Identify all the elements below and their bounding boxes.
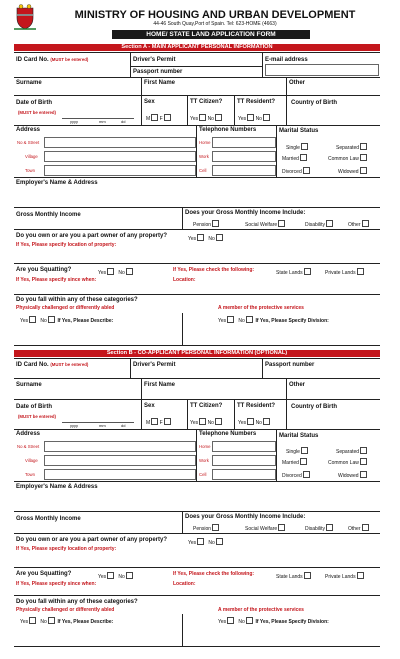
b-disability-label: Disability bbox=[305, 526, 326, 532]
first-name-label: First Name bbox=[144, 80, 176, 86]
town-label: Town bbox=[25, 168, 36, 173]
cell-phone-label: Cell bbox=[199, 168, 207, 173]
village-field[interactable] bbox=[44, 151, 196, 162]
squat-check-label: If Yes, Please check the following: bbox=[173, 267, 255, 273]
b-resident-no-checkbox[interactable] bbox=[263, 418, 270, 425]
dob-label: Date of Birth bbox=[16, 100, 52, 106]
b-cell-phone-field[interactable] bbox=[212, 469, 276, 480]
b-protective-yes-label: Yes bbox=[218, 619, 227, 625]
b-drivers-permit-label: Driver's Permit bbox=[133, 362, 176, 368]
widowed-checkbox[interactable] bbox=[360, 167, 367, 174]
yyyy-label: yyyy bbox=[70, 119, 78, 124]
b-separated-label: Separated bbox=[336, 449, 360, 455]
resident-yes-checkbox[interactable] bbox=[247, 114, 254, 121]
disability-checkbox[interactable] bbox=[326, 220, 333, 227]
categories-label: Do you fall within any of these categories? bbox=[16, 297, 138, 303]
b-phone-label: Telephone Numbers bbox=[199, 431, 257, 437]
b-cell-phone-label: Cell bbox=[199, 472, 207, 477]
sex-f-checkbox[interactable] bbox=[164, 114, 171, 121]
squat-yes-checkbox[interactable] bbox=[107, 268, 114, 275]
b-private-lands-checkbox[interactable] bbox=[357, 572, 364, 579]
b-protective-yes-checkbox[interactable] bbox=[227, 617, 234, 624]
social-welfare-label: Social Welfare bbox=[245, 222, 278, 228]
disability-label: Disability bbox=[305, 222, 326, 228]
b-tt-resident-label: TT Resident? bbox=[237, 403, 276, 409]
sex-label: Sex bbox=[144, 99, 155, 105]
b-street-field[interactable] bbox=[44, 441, 196, 452]
b-sex-f-label: F bbox=[159, 420, 163, 426]
b-protective-label: A member of the protective services bbox=[218, 607, 304, 613]
section-b-bar: Section B - CO-APPLICANT PERSONAL INFORMATION (OPTIONAL) bbox=[14, 350, 380, 357]
other-income-label: Other bbox=[348, 222, 361, 228]
b-single-checkbox[interactable] bbox=[301, 447, 308, 454]
own-property-label: Do you own or are you a part owner of any property? bbox=[16, 233, 168, 239]
common-law-checkbox[interactable] bbox=[360, 154, 367, 161]
property-no-checkbox[interactable] bbox=[216, 234, 223, 241]
b-mm-label: mm bbox=[99, 423, 106, 428]
id-card-label: ID Card No. bbox=[16, 57, 49, 63]
tt-resident-label: TT Resident? bbox=[237, 99, 276, 105]
dd-label: dd bbox=[121, 119, 126, 124]
divorced-checkbox[interactable] bbox=[303, 167, 310, 174]
resident-no-label: No bbox=[255, 116, 262, 122]
b-common-law-label: Common Law bbox=[328, 460, 359, 466]
cell-phone-field[interactable] bbox=[212, 165, 276, 176]
b-other-income-checkbox[interactable] bbox=[362, 524, 369, 531]
squat-yes-label: Yes bbox=[98, 270, 107, 276]
b-state-lands-label: State Lands bbox=[276, 574, 303, 580]
gross-include-label: Does your Gross Monthly Income Include: bbox=[185, 210, 306, 216]
b-married-label: Married bbox=[282, 460, 299, 466]
separated-label: Separated bbox=[336, 145, 360, 151]
b-divorced-label: Divorced bbox=[282, 473, 302, 479]
b-country-label: Country of Birth bbox=[291, 404, 337, 410]
b-physically-label: Physically challenged or differently abled bbox=[16, 607, 115, 613]
b-single-label: Single bbox=[286, 449, 300, 455]
own-specify-label: If Yes, Please specify location of property: bbox=[16, 242, 117, 248]
coat-of-arms-logo bbox=[14, 4, 36, 30]
b-physical-yes-label: Yes bbox=[20, 619, 29, 625]
b-dd-label: dd bbox=[121, 423, 126, 428]
b-protective-no-checkbox[interactable] bbox=[246, 617, 253, 624]
b-resident-yes-checkbox[interactable] bbox=[247, 418, 254, 425]
ministry-title: MINISTRY OF HOUSING AND URBAN DEVELOPMENT bbox=[74, 9, 356, 21]
b-gross-include-label: Does your Gross Monthly Income Include: bbox=[185, 514, 306, 520]
home-phone-field[interactable] bbox=[212, 137, 276, 148]
b-divorced-checkbox[interactable] bbox=[303, 471, 310, 478]
b-private-lands-label: Private Lands bbox=[325, 574, 356, 580]
physical-no-checkbox[interactable] bbox=[48, 316, 55, 323]
b-town-label: Town bbox=[25, 472, 36, 477]
pension-label: Pension bbox=[193, 222, 212, 228]
state-lands-label: State Lands bbox=[276, 270, 303, 276]
b-other-income-label: Other bbox=[348, 526, 361, 532]
b-town-field[interactable] bbox=[44, 469, 196, 480]
b-own-property-label: Do you own or are you a part owner of any property? bbox=[16, 537, 168, 543]
b-other-name-label: Other bbox=[289, 382, 306, 388]
b-citizen-yes-label: Yes bbox=[190, 420, 199, 426]
dob-must-note: (MUST be entered) bbox=[18, 110, 56, 115]
work-phone-field[interactable] bbox=[212, 151, 276, 162]
no-street-label: No & Street bbox=[17, 140, 40, 145]
b-squat-yes-label: Yes bbox=[98, 574, 107, 580]
gross-income-label: Gross Monthly Income bbox=[16, 212, 81, 218]
b-squat-no-checkbox[interactable] bbox=[126, 572, 133, 579]
citizen-yes-label: Yes bbox=[190, 116, 199, 122]
employer-label: Employer's Name & Address bbox=[16, 180, 98, 186]
b-sex-m-label: M bbox=[146, 420, 151, 426]
b-village-label: Village bbox=[25, 458, 38, 463]
b-own-specify-label: If Yes, Please specify location of property: bbox=[16, 546, 117, 552]
town-field[interactable] bbox=[44, 165, 196, 176]
sex-m-label: M bbox=[146, 116, 151, 122]
tt-citizen-label: TT Citizen? bbox=[190, 99, 223, 105]
single-checkbox[interactable] bbox=[301, 143, 308, 150]
b-division-label: If Yes, Please Specify Division: bbox=[255, 619, 329, 625]
b-squat-since-label: If Yes, Please specify since when: bbox=[16, 581, 97, 587]
property-no-label: No bbox=[208, 236, 215, 242]
b-property-no-label: No bbox=[208, 540, 215, 546]
ministry-address: 44-46 South Quay,Port of Spain. Tel: 623-HOME (4663) bbox=[153, 21, 277, 27]
b-employer-label: Employer's Name & Address bbox=[16, 484, 98, 490]
b-describe-label: If Yes, Please Describe: bbox=[57, 619, 114, 625]
division-label: If Yes, Please Specify Division: bbox=[255, 318, 329, 324]
surname-label: Surname bbox=[16, 80, 42, 86]
b-location-label: Location: bbox=[173, 581, 196, 587]
mm-label: mm bbox=[99, 119, 106, 124]
b-protective-no-label: No bbox=[238, 619, 245, 625]
b-must-entered-note: (MUST be entered) bbox=[50, 362, 89, 367]
b-squat-check-label: If Yes, Please check the following: bbox=[173, 571, 255, 577]
protective-yes-label: Yes bbox=[218, 318, 227, 324]
b-physical-yes-checkbox[interactable] bbox=[29, 617, 36, 624]
must-entered-note: (MUST be entered) bbox=[50, 57, 89, 62]
physical-yes-label: Yes bbox=[20, 318, 29, 324]
b-social-welfare-label: Social Welfare bbox=[245, 526, 278, 532]
married-label: Married bbox=[282, 156, 299, 162]
b-yyyy-label: yyyy bbox=[70, 423, 78, 428]
b-squatting-label: Are you Squatting? bbox=[16, 571, 72, 577]
citizen-yes-checkbox[interactable] bbox=[199, 114, 206, 121]
pension-checkbox[interactable] bbox=[212, 220, 219, 227]
b-no-street-label: No & Street bbox=[17, 444, 40, 449]
citizen-no-checkbox[interactable] bbox=[215, 114, 222, 121]
b-citizen-no-checkbox[interactable] bbox=[215, 418, 222, 425]
b-social-welfare-checkbox[interactable] bbox=[278, 524, 285, 531]
citizen-no-label: No bbox=[207, 116, 214, 122]
country-label: Country of Birth bbox=[291, 100, 337, 106]
street-field[interactable] bbox=[44, 137, 196, 148]
drivers-permit-label: Driver's Permit bbox=[133, 57, 176, 63]
b-citizen-yes-checkbox[interactable] bbox=[199, 418, 206, 425]
squatting-label: Are you Squatting? bbox=[16, 267, 72, 273]
physical-yes-checkbox[interactable] bbox=[29, 316, 36, 323]
b-sex-m-checkbox[interactable] bbox=[151, 418, 158, 425]
b-disability-checkbox[interactable] bbox=[326, 524, 333, 531]
b-common-law-checkbox[interactable] bbox=[360, 458, 367, 465]
b-resident-no-label: No bbox=[255, 420, 262, 426]
resident-no-checkbox[interactable] bbox=[263, 114, 270, 121]
b-married-checkbox[interactable] bbox=[300, 458, 307, 465]
b-sex-f-checkbox[interactable] bbox=[164, 418, 171, 425]
location-label: Location: bbox=[173, 277, 196, 283]
sex-m-checkbox[interactable] bbox=[151, 114, 158, 121]
b-physical-no-checkbox[interactable] bbox=[48, 617, 55, 624]
b-property-yes-checkbox[interactable] bbox=[197, 538, 204, 545]
protective-no-checkbox[interactable] bbox=[246, 316, 253, 323]
b-squat-yes-checkbox[interactable] bbox=[107, 572, 114, 579]
private-lands-label: Private Lands bbox=[325, 270, 356, 276]
b-dob-must-note: (MUST be entered) bbox=[18, 414, 56, 419]
b-categories-label: Do you fall within any of these categories? bbox=[16, 599, 138, 605]
b-widowed-label: Widowed bbox=[338, 473, 359, 479]
section-a-bar: Section A - MAIN APPLICANT PERSONAL INFORMATION bbox=[14, 44, 380, 51]
single-label: Single bbox=[286, 145, 300, 151]
b-work-phone-label: Work bbox=[199, 458, 209, 463]
b-separated-checkbox[interactable] bbox=[360, 447, 367, 454]
b-marital-label: Marital Status bbox=[279, 433, 319, 439]
b-state-lands-checkbox[interactable] bbox=[304, 572, 311, 579]
b-widowed-checkbox[interactable] bbox=[360, 471, 367, 478]
home-phone-label: Home bbox=[199, 140, 211, 145]
b-pension-checkbox[interactable] bbox=[212, 524, 219, 531]
separated-checkbox[interactable] bbox=[360, 143, 367, 150]
common-law-label: Common Law bbox=[328, 156, 359, 162]
other-income-checkbox[interactable] bbox=[362, 220, 369, 227]
divorced-label: Divorced bbox=[282, 169, 302, 175]
social-welfare-checkbox[interactable] bbox=[278, 220, 285, 227]
squat-no-label: No bbox=[118, 270, 125, 276]
protective-yes-checkbox[interactable] bbox=[227, 316, 234, 323]
b-village-field[interactable] bbox=[44, 455, 196, 466]
b-address-label: Address bbox=[16, 431, 41, 437]
email-field[interactable] bbox=[265, 64, 379, 76]
resident-yes-label: Yes bbox=[238, 116, 247, 122]
b-dob-label: Date of Birth bbox=[16, 404, 52, 410]
squat-since-label: If Yes, Please specify since when: bbox=[16, 277, 97, 283]
phone-label: Telephone Numbers bbox=[199, 127, 257, 133]
email-label: E-mail address bbox=[265, 57, 308, 63]
property-yes-checkbox[interactable] bbox=[197, 234, 204, 241]
sex-f-label: F bbox=[159, 116, 163, 122]
b-home-phone-field[interactable] bbox=[212, 441, 276, 452]
village-label: Village bbox=[25, 154, 38, 159]
b-resident-yes-label: Yes bbox=[238, 420, 247, 426]
b-surname-label: Surname bbox=[16, 382, 42, 388]
b-citizen-no-label: No bbox=[207, 420, 214, 426]
b-work-phone-field[interactable] bbox=[212, 455, 276, 466]
b-tt-citizen-label: TT Citizen? bbox=[190, 403, 223, 409]
b-physical-no-label: No bbox=[40, 619, 47, 625]
married-checkbox[interactable] bbox=[300, 154, 307, 161]
form-title: HOME/ STATE LAND APPLICATION FORM bbox=[112, 30, 310, 39]
physical-no-label: No bbox=[40, 318, 47, 324]
widowed-label: Widowed bbox=[338, 169, 359, 175]
b-id-card-label: ID Card No. bbox=[16, 362, 49, 368]
b-gross-income-label: Gross Monthly Income bbox=[16, 516, 81, 522]
other-name-label: Other bbox=[289, 80, 306, 86]
work-phone-label: Work bbox=[199, 154, 209, 159]
protective-no-label: No bbox=[238, 318, 245, 324]
b-sex-label: Sex bbox=[144, 403, 155, 409]
b-squat-no-label: No bbox=[118, 574, 125, 580]
b-passport-label: Passport number bbox=[265, 362, 315, 368]
b-pension-label: Pension bbox=[193, 526, 212, 532]
property-yes-label: Yes bbox=[188, 236, 197, 242]
state-lands-checkbox[interactable] bbox=[304, 268, 311, 275]
b-property-no-checkbox[interactable] bbox=[216, 538, 223, 545]
squat-no-checkbox[interactable] bbox=[126, 268, 133, 275]
passport-label: Passport number bbox=[133, 69, 183, 75]
describe-label: If Yes, Please Describe: bbox=[57, 318, 114, 324]
b-property-yes-label: Yes bbox=[188, 540, 197, 546]
address-label: Address bbox=[16, 127, 41, 133]
protective-label: A member of the protective services bbox=[218, 305, 304, 311]
private-lands-checkbox[interactable] bbox=[357, 268, 364, 275]
marital-label: Marital Status bbox=[279, 128, 319, 134]
b-home-phone-label: Home bbox=[199, 444, 211, 449]
b-first-name-label: First Name bbox=[144, 382, 176, 388]
physically-label: Physically challenged or differently abled bbox=[16, 305, 115, 311]
